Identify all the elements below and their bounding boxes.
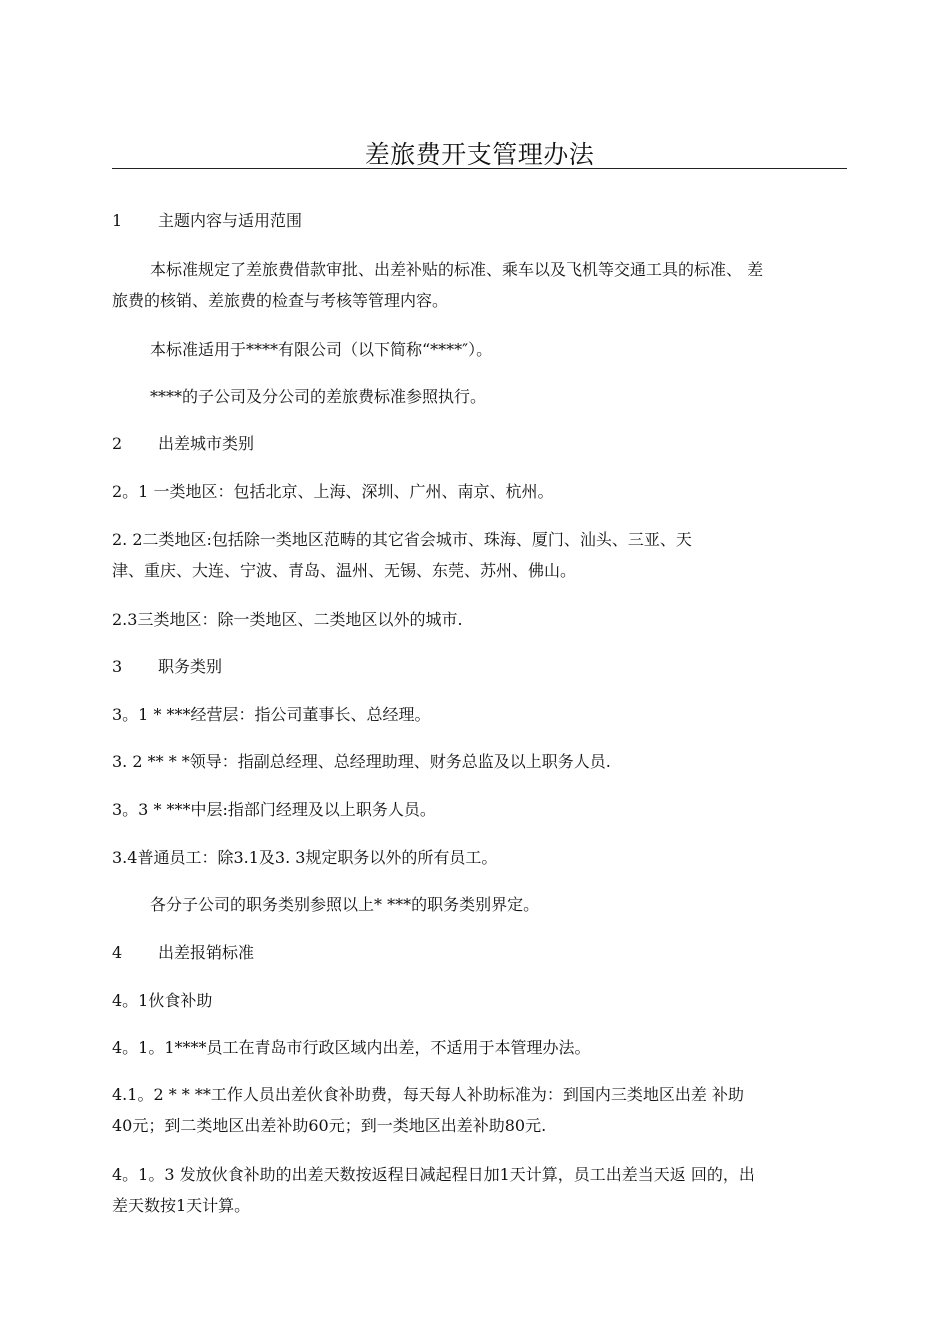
- paragraph-line: 4。1。3 发放伙食补助的出差天数按返程日减起程日加1天计算，员工出差当天返 回的，出: [112, 1165, 755, 1184]
- paragraph: 4。1。1****员工在青岛市行政区域内出差，不适用于本管理办法。: [112, 1038, 591, 1057]
- paragraph-line: 4.1。2 * * **工作人员出差伙食补助费，每天每人补助标准为：到国内三类地区出差 补助: [112, 1085, 744, 1104]
- paragraph: 3。3 * ***中层:指部门经理及以上职务人员。: [112, 800, 436, 819]
- section-heading-4: [112, 937, 847, 968]
- paragraph: [112, 524, 847, 586]
- paragraph: 各分子公司的职务类别参照以上* ***的职务类别界定。: [150, 895, 540, 914]
- paragraph-line: 差天数按1天计算。: [112, 1196, 251, 1215]
- section-title: 职务类别: [158, 657, 223, 676]
- paragraph: 2。1 一类地区：包括北京、上海、深圳、广州、南京、杭州。: [112, 482, 554, 501]
- title-underline: [112, 168, 847, 169]
- section-title: 出差城市类别: [158, 434, 255, 453]
- paragraph: 2.3三类地区：除一类地区、二类地区以外的城市.: [112, 610, 463, 629]
- document-title: 差旅费开支管理办法: [364, 140, 595, 169]
- paragraph-line: 本标准规定了差旅费借款审批、出差补贴的标准、乘车以及飞机等交通工具的标准、 差: [150, 260, 764, 279]
- section-heading-2: [112, 428, 847, 459]
- paragraph: 3。1 * ***经营层：指公司董事长、总经理。: [112, 705, 431, 724]
- paragraph-line: 2. 2二类地区:包括除一类地区范畴的其它省会城市、珠海、厦门、汕头、三亚、天: [112, 530, 692, 549]
- paragraph: [112, 1159, 847, 1221]
- paragraph: ****的子公司及分公司的差旅费标准参照执行。: [150, 387, 487, 406]
- paragraph: 3.4普通员工：除3.1及3. 3规定职务以外的所有员工。: [112, 848, 498, 867]
- paragraph: 3. 2 ** * *领导：指副总经理、总经理助理、财务总监及以上职务人员.: [112, 752, 611, 771]
- paragraph-line: 津、重庆、大连、宁波、青岛、温州、无锡、东莞、苏州、佛山。: [112, 561, 577, 580]
- paragraph: 4。1伙食补助: [112, 991, 213, 1010]
- section-heading-1: [112, 205, 847, 236]
- paragraph: [112, 1079, 847, 1141]
- section-title: 主题内容与适用范围: [158, 211, 303, 230]
- paragraph: 本标准适用于****有限公司（以下简称“****″）。: [150, 340, 493, 359]
- section-number: 4: [112, 943, 123, 962]
- section-number: 2: [112, 434, 123, 453]
- paragraph-line: 40元；到二类地区出差补助60元；到一类地区出差补助80元.: [112, 1116, 547, 1135]
- section-number: 1: [112, 211, 123, 230]
- paragraph-line: 旅费的核销、差旅费的检查与考核等管理内容。: [112, 291, 449, 310]
- paragraph: [112, 254, 847, 316]
- section-number: 3: [112, 657, 123, 676]
- section-heading-3: [112, 651, 847, 682]
- section-title: 出差报销标准: [158, 943, 255, 962]
